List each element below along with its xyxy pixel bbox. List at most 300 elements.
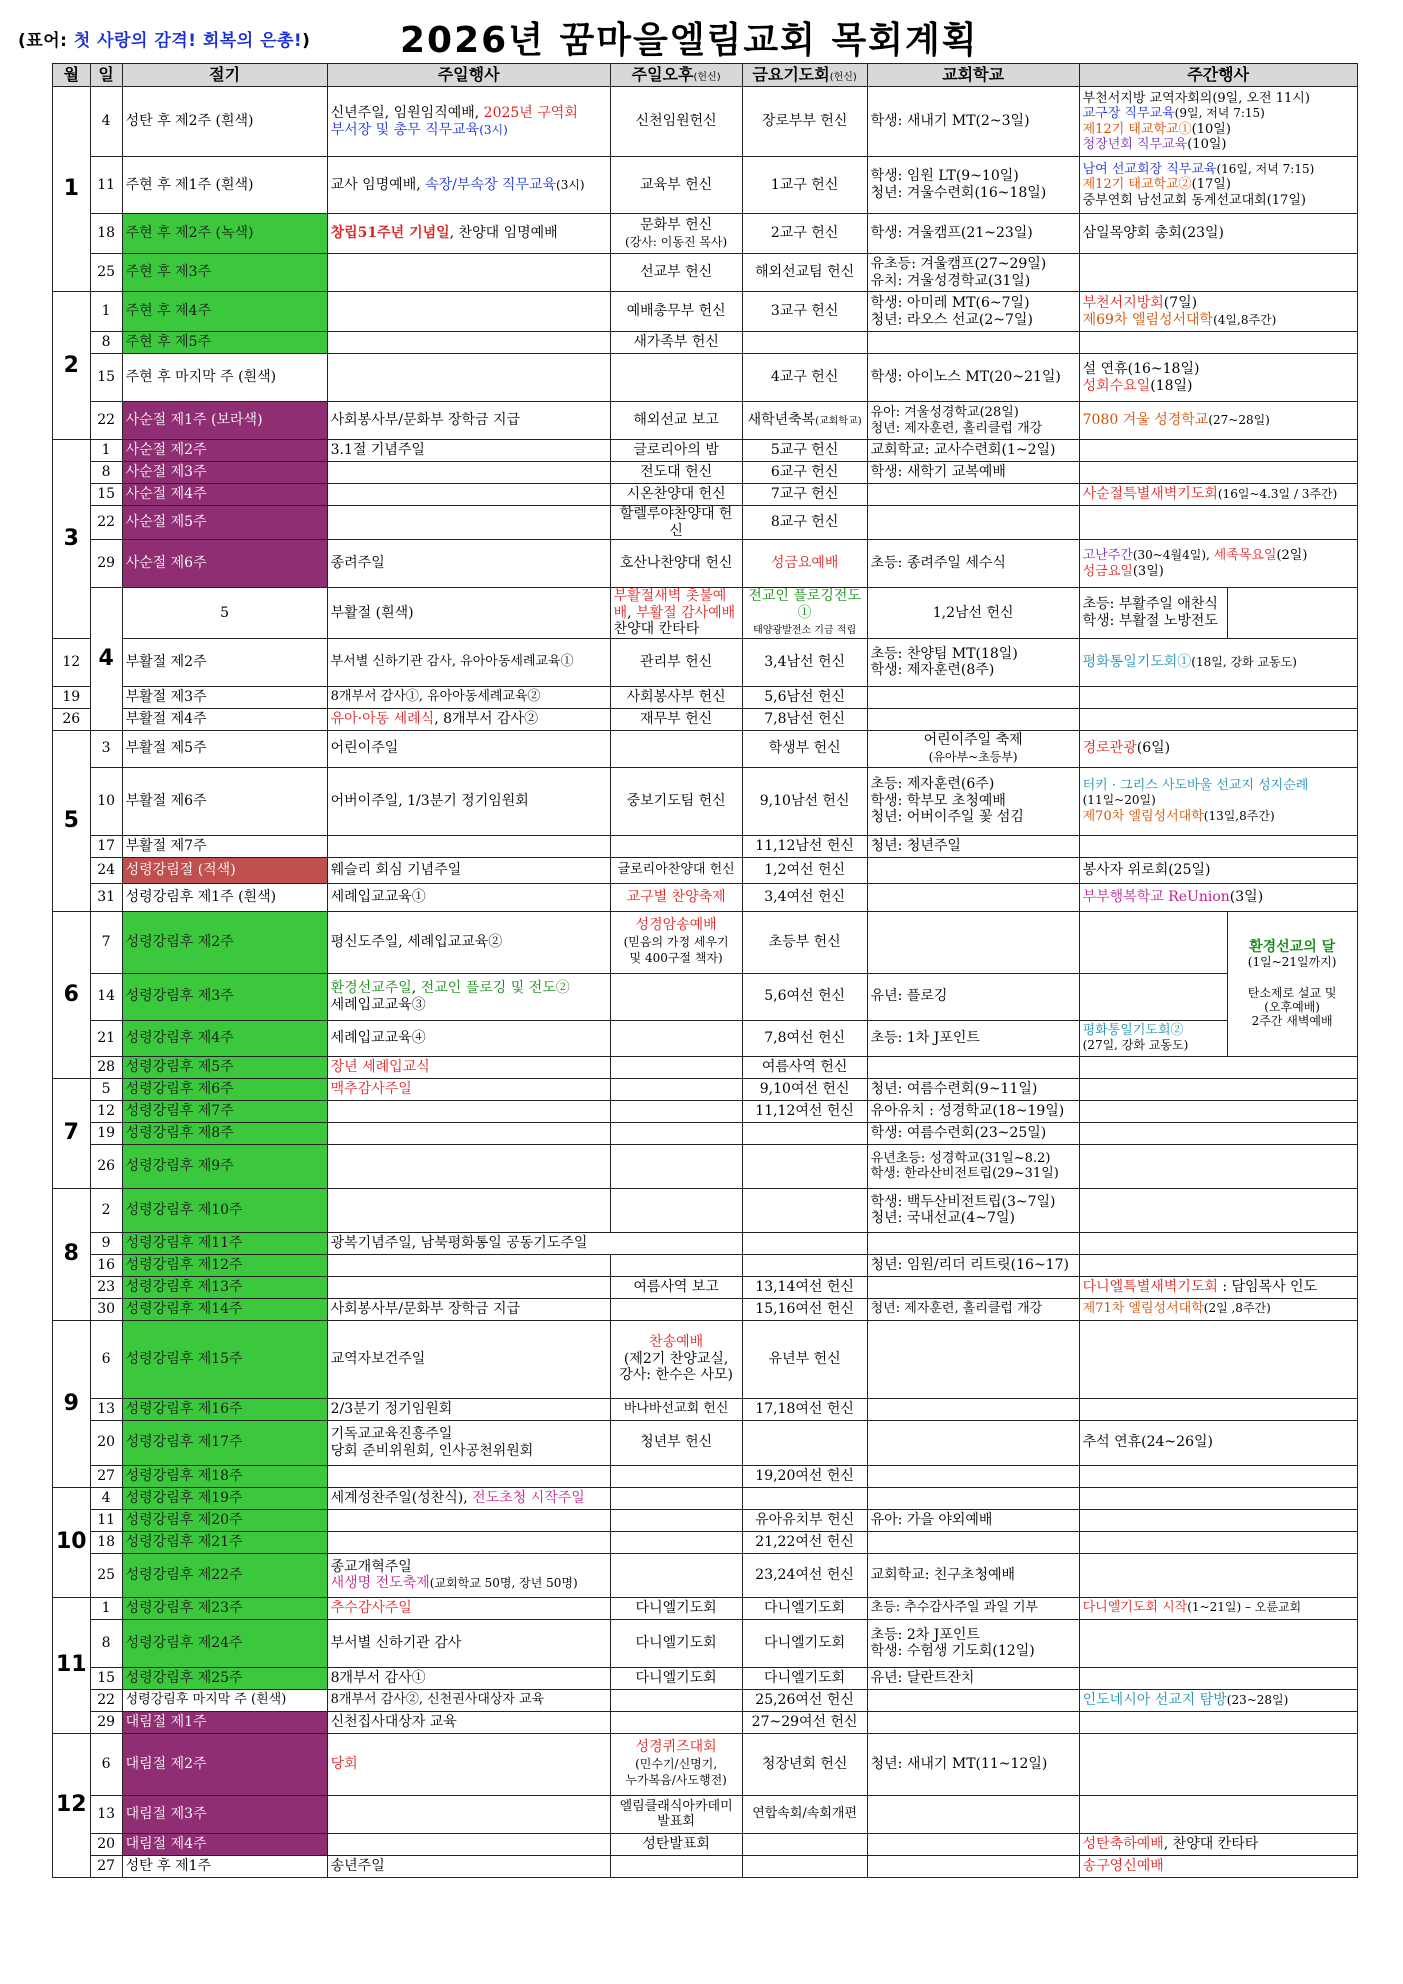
table-row xyxy=(53,214,1358,254)
friday-cell xyxy=(742,1487,867,1509)
season-cell: 주현 후 제2주 (녹색) xyxy=(122,214,327,254)
pm-cell xyxy=(610,354,742,402)
event-text: 초등: 제자훈련(6주) xyxy=(870,776,995,793)
pm-cell: 신천임원헌신 xyxy=(610,87,742,157)
month-cell: 4 xyxy=(90,588,122,731)
pm-cell xyxy=(610,1553,742,1597)
table-row xyxy=(53,1855,1358,1877)
event-text: 다니엘특별새벽기도회 xyxy=(1082,1278,1218,1295)
weekly-cell xyxy=(1079,1056,1357,1078)
table-row xyxy=(53,1398,1358,1420)
event-text: (23~28일) xyxy=(1226,1692,1289,1707)
day-cell: 10 xyxy=(90,767,122,835)
friday-cell: 유년부 헌신 xyxy=(742,1320,867,1398)
school-cell: 학생: 여름수련회(23~25일) xyxy=(867,1122,1079,1144)
day-cell: 17 xyxy=(90,835,122,857)
col-pm-note: (헌신) xyxy=(693,71,721,83)
weekly-cell: 봉사자 위로회(25일) xyxy=(1079,857,1357,883)
table-row xyxy=(53,1711,1358,1733)
school-cell xyxy=(867,1833,1079,1855)
school-cell: 학생: 새내기 MT(2~3일) xyxy=(867,87,1079,157)
sunday-cell: 장년 세례입교식 xyxy=(327,1056,610,1078)
day-cell: 22 xyxy=(90,402,122,440)
month-cell: 1 xyxy=(53,87,91,292)
school-cell: 교회학교: 친구초청예배 xyxy=(867,1553,1079,1597)
friday-cell: 17,18여선 헌신 xyxy=(742,1398,867,1420)
event-text: 2025년 구역회 xyxy=(483,104,578,121)
event-text: 다니엘기도회 시작 xyxy=(1082,1600,1188,1616)
col-friday xyxy=(742,64,867,87)
season-cell: 대림절 제3주 xyxy=(122,1795,327,1833)
day-cell: 8 xyxy=(90,1619,122,1667)
weekly-cell xyxy=(1079,87,1357,157)
sunday-cell xyxy=(327,1254,610,1276)
friday-cell: 9,10여선 헌신 xyxy=(742,1078,867,1100)
day-cell: 1 xyxy=(90,440,122,462)
day-cell: 3 xyxy=(90,730,122,767)
school-cell: 청년: 새내기 MT(11~12일) xyxy=(867,1733,1079,1795)
table-row xyxy=(53,506,1358,540)
friday-cell: 다니엘기도회 xyxy=(742,1667,867,1689)
weekly-cell xyxy=(1079,1509,1357,1531)
event-text: (10일) xyxy=(1191,121,1231,137)
weekly-cell xyxy=(1079,1100,1357,1122)
school-cell: 유아유치 : 성경학교(18~19일) xyxy=(867,1100,1079,1122)
friday-cell: 2교구 헌신 xyxy=(742,214,867,254)
school-cell xyxy=(867,857,1079,883)
sunday-cell xyxy=(327,254,610,292)
event-text: 창립51주년 기념일 xyxy=(330,225,450,242)
school-cell xyxy=(867,1420,1079,1465)
table-row xyxy=(53,730,1358,767)
school-cell xyxy=(867,1232,1079,1254)
event-text: 환경선교의 달 xyxy=(1249,938,1336,955)
table-row xyxy=(53,883,1358,911)
event-text: 학생: 임원 LT(9~10일) xyxy=(870,168,1019,185)
table-row xyxy=(53,857,1358,883)
col-friday-label: 금요기도회 xyxy=(752,64,830,84)
event-text: (1일~21일까지) xyxy=(1247,955,1337,970)
friday-cell: 25,26여선 헌신 xyxy=(742,1689,867,1711)
event-text: 강사: 한수은 사모) xyxy=(619,1367,733,1384)
school-cell: 청년: 임원/리더 리트릿(16~17) xyxy=(867,1254,1079,1276)
friday-cell: 11,12여선 헌신 xyxy=(742,1100,867,1122)
col-month: 월 xyxy=(53,64,91,87)
event-text: 전교인 플로깅 및 전도② xyxy=(420,980,570,997)
event-text: 태양광발전소 기금 적립 xyxy=(753,625,857,637)
friday-cell xyxy=(742,1188,867,1232)
day-cell: 25 xyxy=(90,254,122,292)
event-text: (10일) xyxy=(1187,136,1227,152)
pm-cell xyxy=(610,1795,742,1833)
event-text: (17일) xyxy=(1191,177,1231,193)
table-header-row xyxy=(53,64,1358,87)
table-row xyxy=(53,292,1358,332)
event-text: 교구장 직무교육 xyxy=(1082,106,1175,122)
table-row xyxy=(53,402,1358,440)
month-cell: 10 xyxy=(53,1487,91,1597)
friday-cell: 13,14여선 헌신 xyxy=(742,1276,867,1298)
season-cell: 사순절 제6주 xyxy=(122,540,327,588)
pm-cell: 전도대 헌신 xyxy=(610,462,742,484)
weekly-cell xyxy=(1227,588,1357,639)
sunday-cell: 추수감사주일 xyxy=(327,1597,610,1619)
event-text: 고난주간 xyxy=(1082,548,1133,564)
day-cell: 5 xyxy=(90,1078,122,1100)
friday-cell: 11,12남선 헌신 xyxy=(742,835,867,857)
sunday-cell xyxy=(327,484,610,506)
event-text: 교사 임명예배, xyxy=(330,176,426,193)
school-cell: 초등: 1차 J포인트 xyxy=(867,1020,1079,1056)
season-cell: 성령강림후 제17주 xyxy=(122,1420,327,1465)
event-text: 전도초청 시작주일 xyxy=(472,1489,585,1506)
day-cell: 23 xyxy=(90,1276,122,1298)
season-cell: 성령강림후 제16주 xyxy=(122,1398,327,1420)
friday-cell: 19,20여선 헌신 xyxy=(742,1465,867,1487)
day-cell: 8 xyxy=(90,462,122,484)
friday-cell: 다니엘기도회 xyxy=(742,1597,867,1619)
school-cell xyxy=(867,1795,1079,1833)
event-text: 초등: 2차 J포인트 xyxy=(870,1626,980,1643)
season-cell: 성령강림절 (적색) xyxy=(122,857,327,883)
pm-cell: 새가족부 헌신 xyxy=(610,332,742,354)
day-cell: 31 xyxy=(90,883,122,911)
weekly-cell xyxy=(1079,973,1227,1020)
friday-cell: 3,4여선 헌신 xyxy=(742,883,867,911)
weekly-cell xyxy=(1079,1122,1357,1144)
pm-cell xyxy=(610,1298,742,1320)
school-cell xyxy=(867,638,1079,686)
table-row xyxy=(53,440,1358,462)
weekly-cell xyxy=(1079,332,1357,354)
school-cell: 학생: 겨울캠프(21~23일) xyxy=(867,214,1079,254)
school-cell xyxy=(867,730,1079,767)
school-cell xyxy=(867,157,1079,214)
school-cell xyxy=(867,708,1079,730)
day-cell: 4 xyxy=(90,1487,122,1509)
event-text: 청년: 어버이주일 꽃 섬김 xyxy=(870,809,1024,826)
season-cell: 성령강림후 제13주 xyxy=(122,1276,327,1298)
weekly-cell xyxy=(1079,883,1357,911)
table-row xyxy=(53,767,1358,835)
day-cell: 16 xyxy=(90,1254,122,1276)
event-text: 제12기 태교학교② xyxy=(1082,177,1192,193)
weekly-cell xyxy=(1079,506,1357,540)
sunday-cell xyxy=(327,1276,610,1298)
sunday-cell xyxy=(327,1122,610,1144)
day-cell: 30 xyxy=(90,1298,122,1320)
table-row xyxy=(53,973,1358,1020)
event-text: 인도네시아 선교지 탐방 xyxy=(1082,1691,1227,1708)
season-cell: 부활절 제3주 xyxy=(122,686,327,708)
event-text: 세계성찬주일(성찬식), xyxy=(330,1489,473,1506)
sunday-cell: 사회봉사부/문화부 장학금 지급 xyxy=(327,402,610,440)
pm-cell xyxy=(610,1188,742,1232)
weekly-cell xyxy=(1079,157,1357,214)
weekly-cell xyxy=(1079,835,1357,857)
weekly-cell xyxy=(1079,440,1357,462)
event-text: (2일 ,8주간) xyxy=(1203,1301,1271,1316)
friday-cell xyxy=(742,1144,867,1188)
school-cell xyxy=(867,254,1079,292)
pm-cell: 예배총무부 헌신 xyxy=(610,292,742,332)
season-cell: 부활절 제7주 xyxy=(122,835,327,857)
event-text: (제2기 찬양교실, xyxy=(623,1350,729,1367)
day-cell: 29 xyxy=(90,540,122,588)
event-text: 세례입교교육③ xyxy=(330,996,426,1013)
school-cell: 청년: 제자훈련, 홀리클럽 개강 xyxy=(867,1298,1079,1320)
sunday-cell: 부서별 신하기관 감사, 유아아동세례교육① xyxy=(327,638,610,686)
event-text: 2주간 새벽예배 xyxy=(1251,1014,1333,1029)
season-cell: 성령강림후 제3주 xyxy=(122,973,327,1020)
pm-cell xyxy=(610,1711,742,1733)
event-text: 초등: 찬양팀 MT(18일) xyxy=(870,645,1018,662)
season-cell: 성령강림후 제20주 xyxy=(122,1509,327,1531)
friday-cell xyxy=(742,1833,867,1855)
friday-cell: 1,2여선 헌신 xyxy=(742,857,867,883)
day-cell: 5 xyxy=(122,588,327,639)
school-cell xyxy=(867,1188,1079,1232)
day-cell: 21 xyxy=(90,1020,122,1056)
friday-cell xyxy=(742,402,867,440)
month-cell: 6 xyxy=(53,911,91,1078)
pm-cell xyxy=(610,973,742,1020)
season-cell: 성령강림후 제21주 xyxy=(122,1531,327,1553)
event-text: (30~4월4일), xyxy=(1132,548,1214,563)
sunday-cell: 신천집사대상자 교육 xyxy=(327,1711,610,1733)
table-row xyxy=(53,708,1358,730)
sunday-cell xyxy=(327,214,610,254)
event-text: 성경암송예배 xyxy=(635,917,717,934)
day-cell: 7 xyxy=(90,911,122,973)
sunday-cell xyxy=(327,973,610,1020)
friday-cell: 유아유치부 헌신 xyxy=(742,1509,867,1531)
pm-cell: 교육부 헌신 xyxy=(610,157,742,214)
day-cell: 24 xyxy=(90,857,122,883)
sunday-cell xyxy=(327,1100,610,1122)
friday-cell: 1,2남선 헌신 xyxy=(867,588,1079,639)
event-text: (3일) xyxy=(1229,888,1264,905)
school-cell: 청년: 여름수련회(9~11일) xyxy=(867,1078,1079,1100)
friday-cell: 9,10남선 헌신 xyxy=(742,767,867,835)
pm-cell: 관리부 헌신 xyxy=(610,638,742,686)
friday-cell: 15,16여선 헌신 xyxy=(742,1298,867,1320)
pm-cell xyxy=(610,1144,742,1188)
season-cell: 대림절 제2주 xyxy=(122,1733,327,1795)
weekly-cell xyxy=(1079,1795,1357,1833)
motto-open: (표어: xyxy=(18,31,68,51)
weekly-cell xyxy=(1079,1733,1357,1795)
event-text: 탄소제로 설교 및 xyxy=(1247,985,1337,1000)
event-text: 남여 선교회장 직무교육 xyxy=(1082,162,1217,177)
school-cell xyxy=(867,1855,1079,1877)
weekly-cell xyxy=(1079,484,1357,506)
season-cell: 성령강림후 제4주 xyxy=(122,1020,327,1056)
sunday-cell: 교역자보건주일 xyxy=(327,1320,610,1398)
month-cell: 3 xyxy=(53,440,91,639)
table-row xyxy=(53,1531,1358,1553)
table-row xyxy=(53,157,1358,214)
weekly-cell xyxy=(1079,1188,1357,1232)
weekly-cell xyxy=(1079,708,1357,730)
event-text: 제69차 엘림성서대학 xyxy=(1082,311,1214,328)
weekly-cell xyxy=(1079,1276,1357,1298)
school-cell: 학생: 아이노스 MT(20~21일) xyxy=(867,354,1079,402)
table-row xyxy=(53,1100,1358,1122)
event-text: 부서장 및 총무 직무교육 xyxy=(330,121,480,138)
event-text: 부활절 감사예배 xyxy=(636,604,736,621)
day-cell: 15 xyxy=(90,354,122,402)
school-cell xyxy=(867,911,1079,973)
season-cell: 성령강림후 제22주 xyxy=(122,1553,327,1597)
sunday-cell xyxy=(327,1553,610,1597)
event-text: 학생: 수험생 기도회(12일) xyxy=(870,1643,1035,1660)
day-cell: 13 xyxy=(90,1398,122,1420)
season-cell: 성탄 후 제2주 (흰색) xyxy=(122,87,327,157)
event-text: (1~21일) – 오륜교회 xyxy=(1187,1600,1302,1615)
pm-cell xyxy=(610,1465,742,1487)
school-cell xyxy=(867,292,1079,332)
friday-cell xyxy=(742,332,867,354)
school-cell xyxy=(867,506,1079,540)
pm-cell xyxy=(610,1689,742,1711)
friday-cell: 27~29여선 헌신 xyxy=(742,1711,867,1733)
weekly-cell xyxy=(1079,254,1357,292)
season-cell: 성령강림후 제6주 xyxy=(122,1078,327,1100)
school-cell xyxy=(867,484,1079,506)
event-text: 유아·아동 세례식 xyxy=(330,710,435,727)
month-cell: 11 xyxy=(53,1597,91,1733)
school-cell: 교회학교: 교사수련회(1~2일) xyxy=(867,440,1079,462)
weekly-cell xyxy=(1079,462,1357,484)
event-text: 청년: 겨울수련회(16~18일) xyxy=(870,185,1047,201)
event-text: 엘림클래식아카데미 xyxy=(619,1798,733,1814)
school-cell xyxy=(867,1144,1079,1188)
school-cell: 유년: 달란트잔치 xyxy=(867,1667,1079,1689)
table-row xyxy=(53,1553,1358,1597)
friday-cell: 1교구 헌신 xyxy=(742,157,867,214)
event-text: 청년: 라오스 선교(2~7일) xyxy=(870,311,1033,328)
event-text: (16일, 저녁 7:15) xyxy=(1216,162,1315,176)
event-text: (3시) xyxy=(479,122,508,137)
event-text: 청년: 국내선교(4~7일) xyxy=(870,1210,1015,1227)
sunday-cell: 2/3분기 정기임원회 xyxy=(327,1398,610,1420)
weekly-cell xyxy=(1079,540,1357,588)
day-cell: 26 xyxy=(90,1144,122,1188)
school-cell: 초등: 추수감사주일 과일 기부 xyxy=(867,1597,1079,1619)
weekly-cell xyxy=(1079,1398,1357,1420)
season-cell: 부활절 제2주 xyxy=(122,638,327,686)
table-row xyxy=(53,484,1358,506)
sunday-cell: 부서별 신하기관 감사 xyxy=(327,1619,610,1667)
event-text: 환경선교주일 xyxy=(330,980,412,997)
col-school: 교회학교 xyxy=(867,64,1079,87)
event-text: 학생: 한라산비전트립(29~31일) xyxy=(870,1166,1059,1182)
pm-cell: 글로리아찬양대 헌신 xyxy=(610,857,742,883)
event-text: (2일) xyxy=(1276,548,1308,564)
event-text: 제12기 태교학교① xyxy=(1082,121,1192,137)
friday-cell: 3,4남선 헌신 xyxy=(742,638,867,686)
day-cell: 28 xyxy=(90,1056,122,1078)
season-cell: 부활절 (흰색) xyxy=(327,588,610,639)
friday-cell: 다니엘기도회 xyxy=(742,1619,867,1667)
school-cell xyxy=(867,1689,1079,1711)
table-row xyxy=(53,1795,1358,1833)
table-row xyxy=(53,1667,1358,1689)
season-cell: 성령강림후 제9주 xyxy=(122,1144,327,1188)
table-row xyxy=(53,1276,1358,1298)
sunday-cell xyxy=(327,1420,610,1465)
pm-cell xyxy=(610,1320,742,1398)
day-cell: 1 xyxy=(90,1597,122,1619)
weekly-cell: 삼일목양회 총회(23일) xyxy=(1079,214,1357,254)
event-text: , xyxy=(627,604,637,621)
event-text: 부활절새벽 촛불예배 xyxy=(613,588,727,621)
friday-cell xyxy=(742,1232,867,1254)
event-text: , 8개부서 감사② xyxy=(434,710,539,727)
event-text: 유년초등: 성경학교(31일~8.2) xyxy=(870,1150,1051,1166)
pm-cell xyxy=(610,1078,742,1100)
season-cell: 성령강림후 제7주 xyxy=(122,1100,327,1122)
table-row xyxy=(53,1420,1358,1465)
friday-cell: 성금요예배 xyxy=(742,540,867,588)
school-cell xyxy=(867,1276,1079,1298)
pm-cell xyxy=(610,835,742,857)
weekly-cell: 송구영신예배 xyxy=(1079,1855,1357,1877)
event-text: 제70차 엘림성서대학 xyxy=(1082,808,1204,824)
table-row xyxy=(53,1298,1358,1320)
sunday-cell xyxy=(327,157,610,214)
school-cell xyxy=(867,1487,1079,1509)
school-cell xyxy=(867,1619,1079,1667)
season-cell: 성령강림후 제11주 xyxy=(122,1232,327,1254)
pm-cell: 선교부 헌신 xyxy=(610,254,742,292)
weekly-cell xyxy=(1079,1320,1357,1398)
event-text: (교회학교) xyxy=(815,416,862,428)
event-text: (11일~20일) xyxy=(1082,793,1156,808)
season-cell: 사순절 제5주 xyxy=(122,506,327,540)
day-cell: 20 xyxy=(90,1420,122,1465)
friday-cell: 3교구 헌신 xyxy=(742,292,867,332)
col-sunday: 주일행사 xyxy=(327,64,610,87)
event-text: 발표회 xyxy=(657,1814,695,1830)
day-cell: 15 xyxy=(90,484,122,506)
weekly-cell xyxy=(1079,911,1227,973)
event-text: (3일) xyxy=(1132,563,1164,579)
season-cell: 성령강림후 제10주 xyxy=(122,1188,327,1232)
sunday-cell: 송년주일 xyxy=(327,1855,610,1877)
event-text: 성금요일 xyxy=(1082,563,1133,579)
event-text: 설 연휴(16~18일) xyxy=(1082,360,1200,377)
event-text: 청년: 제자훈련, 홀리클럽 개강 xyxy=(870,420,1043,436)
pm-cell xyxy=(610,1509,742,1531)
event-text: 속장/부속장 직무교육 xyxy=(425,176,557,193)
pm-cell: 바나바선교회 헌신 xyxy=(610,1398,742,1420)
event-text: (27~28일) xyxy=(1208,413,1270,428)
month-cell: 2 xyxy=(53,292,91,440)
school-cell xyxy=(867,767,1079,835)
season-cell: 부활절 제5주 xyxy=(122,730,327,767)
weekly-cell xyxy=(1079,1553,1357,1597)
table-row xyxy=(53,1619,1358,1667)
sunday-cell: 8개부서 감사②, 신천권사대상자 교육 xyxy=(327,1689,610,1711)
pm-cell: 다니엘기도회 xyxy=(610,1597,742,1619)
season-cell: 부활절 제4주 xyxy=(122,708,327,730)
event-text: 문화부 헌신 xyxy=(640,216,713,233)
sunday-cell: 당회 xyxy=(327,1733,610,1795)
table-row xyxy=(53,1487,1358,1509)
friday-cell xyxy=(742,1122,867,1144)
